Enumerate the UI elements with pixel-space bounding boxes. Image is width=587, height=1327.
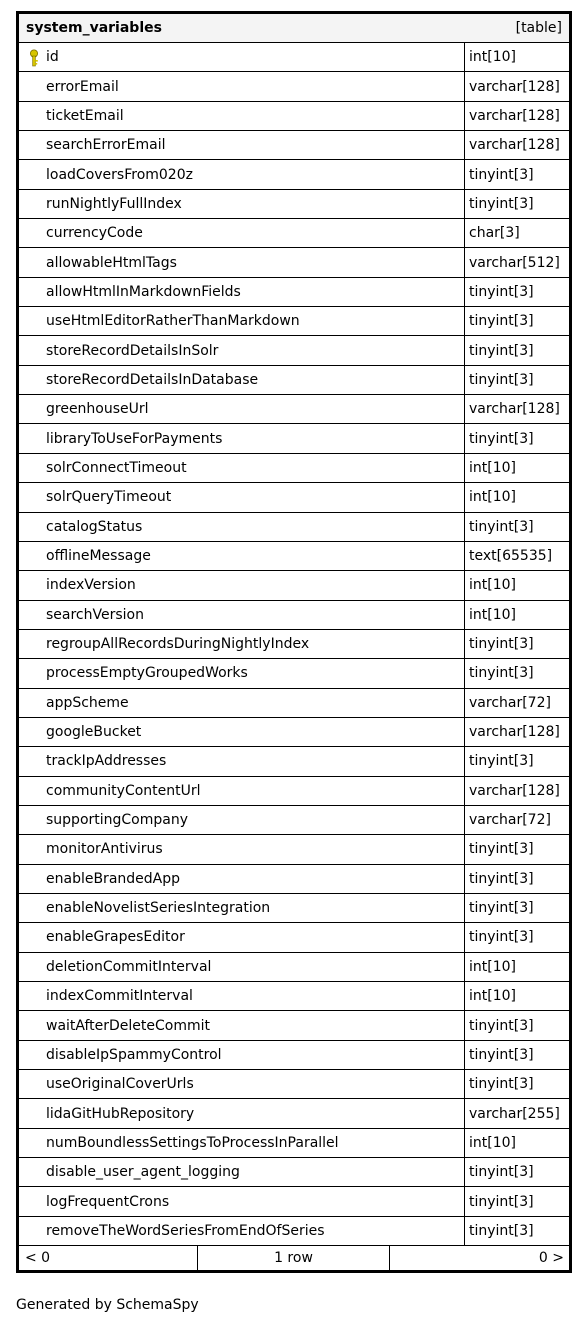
column-row [19, 102, 569, 131]
column-name-text: supportingCompany [46, 812, 189, 829]
primary-key-icon [27, 49, 41, 67]
table-entity [16, 11, 572, 1273]
column-name-text: communityContentUrl [46, 782, 201, 799]
column-row [19, 1041, 569, 1070]
column-type: int[10] [469, 1134, 516, 1151]
column-name[interactable] [19, 571, 465, 599]
column-row [19, 747, 569, 776]
column-row [19, 454, 569, 483]
column-name-text: enableNovelistSeriesIntegration [46, 900, 271, 917]
column-type: tinyint[3] [469, 166, 534, 183]
column-name[interactable] [19, 542, 465, 570]
column-type: varchar[255] [469, 1105, 560, 1122]
column-name-text: catalogStatus [46, 518, 143, 535]
column-list [19, 43, 569, 1246]
column-name[interactable] [19, 43, 465, 71]
column-name[interactable] [19, 747, 465, 775]
column-name[interactable] [19, 190, 465, 218]
column-row [19, 659, 569, 688]
column-row [19, 1129, 569, 1158]
column-name-text: currencyCode [46, 225, 143, 242]
column-type: tinyint[3] [469, 841, 534, 858]
column-name[interactable] [19, 102, 465, 130]
column-name-text: storeRecordDetailsInDatabase [46, 371, 259, 388]
column-row [19, 953, 569, 982]
column-name[interactable] [19, 894, 465, 922]
column-row [19, 1158, 569, 1187]
column-type: int[10] [469, 606, 516, 623]
column-type: int[10] [469, 988, 516, 1005]
column-type: varchar[72] [469, 812, 551, 829]
column-name-text: allowHtmlInMarkdownFields [46, 283, 241, 300]
column-row [19, 307, 569, 336]
column-name[interactable] [19, 513, 465, 541]
column-row [19, 513, 569, 542]
column-type: tinyint[3] [469, 753, 534, 770]
column-name[interactable] [19, 865, 465, 893]
column-name-text: monitorAntivirus [46, 841, 163, 858]
column-row [19, 1099, 569, 1128]
column-name-text: useHtmlEditorRatherThanMarkdown [46, 313, 300, 330]
column-name[interactable] [19, 454, 465, 482]
table-footer [19, 1246, 569, 1270]
column-name-text: processEmptyGroupedWorks [46, 665, 248, 682]
column-type: tinyint[3] [469, 870, 534, 887]
column-type: tinyint[3] [469, 371, 534, 388]
column-row [19, 43, 569, 72]
column-row [19, 777, 569, 806]
column-name[interactable] [19, 777, 465, 805]
column-name-text: errorEmail [46, 78, 119, 95]
column-name[interactable] [19, 1129, 465, 1157]
column-name[interactable] [19, 923, 465, 951]
column-name-text: solrQueryTimeout [46, 489, 172, 506]
column-row [19, 248, 569, 277]
column-type: varchar[128] [469, 78, 560, 95]
column-type: tinyint[3] [469, 665, 534, 682]
column-name-text: id [46, 49, 59, 66]
column-row [19, 1070, 569, 1099]
column-row [19, 1011, 569, 1040]
column-row [19, 366, 569, 395]
column-row [19, 395, 569, 424]
column-name[interactable] [19, 1070, 465, 1098]
column-name[interactable] [19, 160, 465, 188]
column-name-text: lidaGitHubRepository [46, 1105, 195, 1122]
column-type: tinyint[3] [469, 518, 534, 535]
column-type: tinyint[3] [469, 342, 534, 359]
column-name-text: regroupAllRecordsDuringNightlyIndex [46, 636, 310, 653]
column-name[interactable] [19, 336, 465, 364]
column-type: int[10] [469, 577, 516, 594]
column-name-text: appScheme [46, 694, 129, 711]
column-type: tinyint[3] [469, 283, 534, 300]
column-type: int[10] [469, 459, 516, 476]
column-row [19, 1187, 569, 1216]
column-name-text: greenhouseUrl [46, 401, 149, 418]
column-row [19, 160, 569, 189]
column-type: tinyint[3] [469, 636, 534, 653]
parents-count[interactable]: < 0 [19, 1246, 198, 1270]
column-name-text: removeTheWordSeriesFromEndOfSeries [46, 1222, 325, 1239]
column-type: int[10] [469, 958, 516, 975]
column-name[interactable] [19, 1011, 465, 1039]
column-type: tinyint[3] [469, 1017, 534, 1034]
column-type: tinyint[3] [469, 430, 534, 447]
column-name[interactable] [19, 72, 465, 100]
column-row [19, 424, 569, 453]
column-name[interactable] [19, 630, 465, 658]
children-count[interactable]: 0 > [538, 1250, 564, 1267]
column-type: tinyint[3] [469, 900, 534, 917]
column-name[interactable] [19, 424, 465, 452]
column-type: tinyint[3] [469, 1193, 534, 1210]
column-name[interactable] [19, 1158, 465, 1186]
column-name[interactable] [19, 1217, 465, 1245]
column-type: varchar[128] [469, 107, 560, 124]
column-name[interactable] [19, 1041, 465, 1069]
column-name-text: runNightlyFullIndex [46, 195, 182, 212]
column-name[interactable] [19, 982, 465, 1010]
column-row [19, 542, 569, 571]
column-name-text: googleBucket [46, 724, 142, 741]
column-name[interactable] [19, 835, 465, 863]
column-type: varchar[128] [469, 782, 560, 799]
column-name[interactable] [19, 806, 465, 834]
column-type: tinyint[3] [469, 313, 534, 330]
column-type: tinyint[3] [469, 1164, 534, 1181]
column-row [19, 219, 569, 248]
column-name-text: deletionCommitInterval [46, 958, 212, 975]
column-name-text: storeRecordDetailsInSolr [46, 342, 219, 359]
column-name-text: indexVersion [46, 577, 136, 594]
column-name-text: disable_user_agent_logging [46, 1164, 240, 1181]
column-type: text[65535] [469, 548, 553, 565]
column-name[interactable] [19, 718, 465, 746]
column-name[interactable] [19, 689, 465, 717]
table-kind: [table] [515, 20, 562, 36]
column-type: tinyint[3] [469, 1076, 534, 1093]
column-name-text: libraryToUseForPayments [46, 430, 223, 447]
column-row [19, 483, 569, 512]
column-row [19, 806, 569, 835]
column-name-text: disableIpSpammyControl [46, 1046, 222, 1063]
column-row [19, 278, 569, 307]
column-row [19, 865, 569, 894]
column-type: varchar[512] [469, 254, 560, 271]
column-type: varchar[72] [469, 694, 551, 711]
column-name-text: searchVersion [46, 606, 144, 623]
column-row [19, 894, 569, 923]
column-name-text: logFrequentCrons [46, 1193, 170, 1210]
column-name-text: allowableHtmlTags [46, 254, 177, 271]
column-name[interactable] [19, 953, 465, 981]
column-name[interactable] [19, 483, 465, 511]
column-type: int[10] [469, 49, 516, 66]
column-name-text: numBoundlessSettingsToProcessInParallel [46, 1134, 339, 1151]
column-row [19, 336, 569, 365]
column-row [19, 982, 569, 1011]
column-type: char[3] [469, 225, 520, 242]
column-name-text: offlineMessage [46, 548, 151, 565]
column-row [19, 601, 569, 630]
column-row [19, 190, 569, 219]
column-row [19, 689, 569, 718]
column-row [19, 718, 569, 747]
column-type: tinyint[3] [469, 929, 534, 946]
table-header [19, 14, 569, 43]
column-name[interactable] [19, 219, 465, 247]
column-row [19, 923, 569, 952]
column-name[interactable] [19, 248, 465, 276]
column-name[interactable] [19, 601, 465, 629]
column-name-text: searchErrorEmail [46, 137, 166, 154]
column-row [19, 571, 569, 600]
column-name[interactable] [19, 131, 465, 159]
table-name[interactable]: system_variables [26, 20, 162, 36]
row-count: 1 row [198, 1246, 390, 1270]
column-name-text: useOriginalCoverUrls [46, 1076, 194, 1093]
column-name-text: trackIpAddresses [46, 753, 167, 770]
column-name[interactable] [19, 307, 465, 335]
column-name-text: solrConnectTimeout [46, 459, 187, 476]
column-name[interactable] [19, 659, 465, 687]
column-name-text: enableGrapesEditor [46, 929, 185, 946]
column-name-text: enableBrandedApp [46, 870, 181, 887]
generated-by-text: Generated by SchemaSpy [16, 1297, 199, 1313]
column-type: varchar[128] [469, 401, 560, 418]
column-type: int[10] [469, 489, 516, 506]
column-row [19, 72, 569, 101]
column-type: tinyint[3] [469, 1046, 534, 1063]
column-name-text: ticketEmail [46, 107, 124, 124]
column-name[interactable] [19, 395, 465, 423]
column-name[interactable] [19, 366, 465, 394]
column-name-text: indexCommitInterval [46, 988, 193, 1005]
column-row [19, 835, 569, 864]
column-name-text: loadCoversFrom020z [46, 166, 193, 183]
column-name[interactable] [19, 278, 465, 306]
column-row [19, 131, 569, 160]
column-name[interactable] [19, 1187, 465, 1215]
column-type: varchar[128] [469, 137, 560, 154]
column-name-text: waitAfterDeleteCommit [46, 1017, 211, 1034]
column-type: tinyint[3] [469, 1222, 534, 1239]
column-row [19, 1217, 569, 1246]
column-type: tinyint[3] [469, 195, 534, 212]
column-type: varchar[128] [469, 724, 560, 741]
column-name[interactable] [19, 1099, 465, 1127]
column-row [19, 630, 569, 659]
